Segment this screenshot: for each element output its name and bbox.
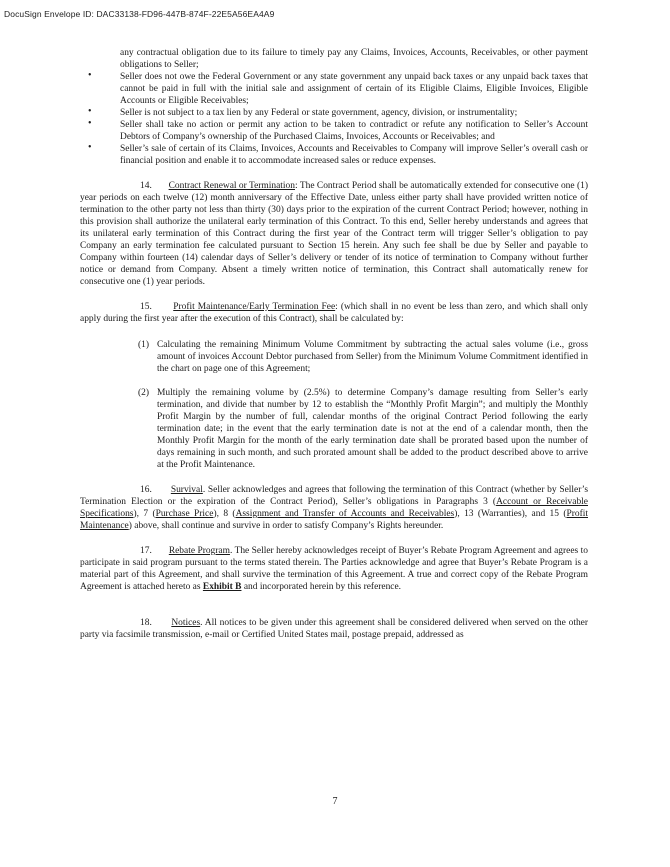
item-number: (1): [138, 340, 150, 350]
section-text: ), 7 (: [133, 509, 156, 519]
section-body: . All notices to be given under this agreement shall be considered delivered when served on the other party via facsimile transmission, e-mail or Certified United States mail, postage prepaid, addressed as: [80, 618, 589, 640]
section-number: 18.: [140, 618, 152, 628]
section-text: ), 13 (Warranties), and 15 (: [454, 509, 567, 519]
section-number: 14.: [140, 181, 152, 191]
bullet-text: Seller is not subject to a tax lien by any Federal or state government, agency, division, or instrumentality;: [120, 108, 518, 118]
section-number: 16.: [140, 485, 152, 495]
ref-purchase-price: Purchase Price: [155, 509, 214, 519]
list-item: [80, 107, 588, 119]
section-body: : The Contract Period shall be automatically extended for consecutive one (1) year periods on each twelve (12) month anniversary of the Effective Date, unless either party shall have provided written notice of termination to the other party not less than thirty (30) days prior to the expiration of the current Contract Period; however, nothing in this provision shall authorize the unilateral early termination of this Contract. To this end, Seller hereby understands and agrees that its unilateral early termination of this Contract during the first year of the Contract term will trigger Seller’s obligation to pay Company an early termination fee calculated pursuant to Section 15 herein. Any such fee shall be due by Seller and payable to Company within fourteen (14) calendar days of Seller’s delivery or tender of its notice of termination to Company without further notice or demand from Company. Absent a timely written notice of termination, this Contract shall automatically renew for consecutive one (1) year periods.: [80, 181, 588, 287]
section-number: 17.: [140, 546, 152, 556]
bullet-icon: •: [88, 142, 92, 153]
section-text: ), 8 (: [213, 509, 236, 519]
item-text: Calculating the remaining Minimum Volume Commitment by subtracting the actual sales volume (i.e., gross amount of invoices Account Debtor purchased from Seller) from the Minimum Volume Commitment identified in the chart on page one of this Agreement;: [157, 340, 588, 374]
list-item: [80, 47, 588, 71]
list-item: [80, 71, 588, 107]
document-page: [80, 47, 588, 641]
section-title: Contract Renewal or Termination: [168, 181, 295, 191]
list-item: [80, 119, 588, 143]
item-number: (2): [138, 388, 150, 398]
bullet-icon: •: [88, 118, 92, 129]
section-title: Notices: [171, 618, 201, 628]
page-number: 7: [332, 796, 338, 807]
section-16: [80, 484, 588, 532]
calculation-list: [80, 339, 588, 471]
bullet-icon: •: [88, 106, 92, 117]
bullet-text: Seller shall take no action or permit any action to be taken to contradict or refute any notification to Seller’s Account Debtors of Company’s ownership of the Purchased Claims, Invoices, Accounts or Receivables; and: [120, 120, 588, 142]
list-item: [80, 339, 588, 375]
section-17: [80, 545, 588, 593]
item-text: Multiply the remaining volume by (2.5%) to determine Company’s damage resulting from Seller’s early termination, and divide that number by 12 to establish the “Monthly Profit Margin”; and multiply the Monthly Profit Margin by the number of full, calendar months of the original Contract Period following the early termination date; in the event that the early termination date is not at the end of a calendar month, then the Monthly Profit Margin for the month of the early termination date shall be prorated based upon the number of days remaining in such month, and such prorated amount shall be added to the product described above to arrive at the Profit Maintenance.: [157, 388, 588, 470]
section-title: Rebate Program: [168, 546, 230, 556]
section-text: and incorporated herein by this reference.: [241, 582, 402, 592]
section-text: . Seller acknowledges and agrees that following the termination of this Contract (whether by Seller’s Termination Election or the expiration of the Contract Period), Seller’s obligations in Paragraphs 3 (: [80, 485, 588, 507]
bullet-text: Seller does not owe the Federal Government or any state government any unpaid back taxes or any unpaid back taxes that cannot be paid in full with the initial sale and assignment of certain of its Eligible Claims, Eligible Invoices, Eligible Accounts or Eligible Receivables;: [120, 72, 588, 106]
ref-assignment-transfer: Assignment and Transfer of Accounts and Receivables: [235, 509, 455, 519]
bullet-text: any contractual obligation due to its failure to timely pay any Claims, Invoices, Accounts, Receivables, or other payment obligations to Seller;: [120, 48, 588, 70]
section-14: [80, 180, 588, 288]
list-item: [80, 143, 588, 167]
docusign-envelope-id: DocuSign Envelope ID: DAC33138-FD96-447B-874F-22E5A56EA4A9: [4, 9, 275, 19]
section-text: . The Seller hereby acknowledges receipt of Buyer’s Rebate Program Agreement and agrees to participate in said program pursuant to the terms stated therein. The Parties acknowledge and agree that Buyer’s Rebate Program is a material part of this Agreement, and shall survive the termination of this Agreement. A true and correct copy of the Rebate Program Agreement is attached hereto as: [80, 546, 588, 592]
bullet-icon: •: [88, 70, 92, 81]
section-title: Profit Maintenance/Early Termination Fee: [173, 302, 336, 312]
section-18: [80, 617, 588, 641]
section-body: : (which shall in no event be less than zero, and which shall only apply during the first year after the execution of this Contract), shall be calculated by:: [80, 302, 588, 324]
section-15: [80, 301, 588, 325]
section-number: 15.: [140, 302, 152, 312]
warranty-bullet-list: [80, 47, 588, 167]
ref-profit-maintenance: Profit Maintenance: [80, 509, 588, 531]
exhibit-reference: Exhibit B: [202, 582, 242, 592]
section-text: ) above, shall continue and survive in order to satisfy Company’s Rights hereunder.: [128, 521, 444, 531]
section-title: Survival: [170, 485, 203, 495]
ref-account-specifications: Account or Receivable Specifications: [80, 497, 588, 519]
list-item: [80, 387, 588, 471]
bullet-text: Seller’s sale of certain of its Claims, Invoices, Accounts and Receivables to Company will improve Seller’s overall cash or financial position and enable it to accommodate increased sales or reduce expenses.: [120, 144, 588, 166]
